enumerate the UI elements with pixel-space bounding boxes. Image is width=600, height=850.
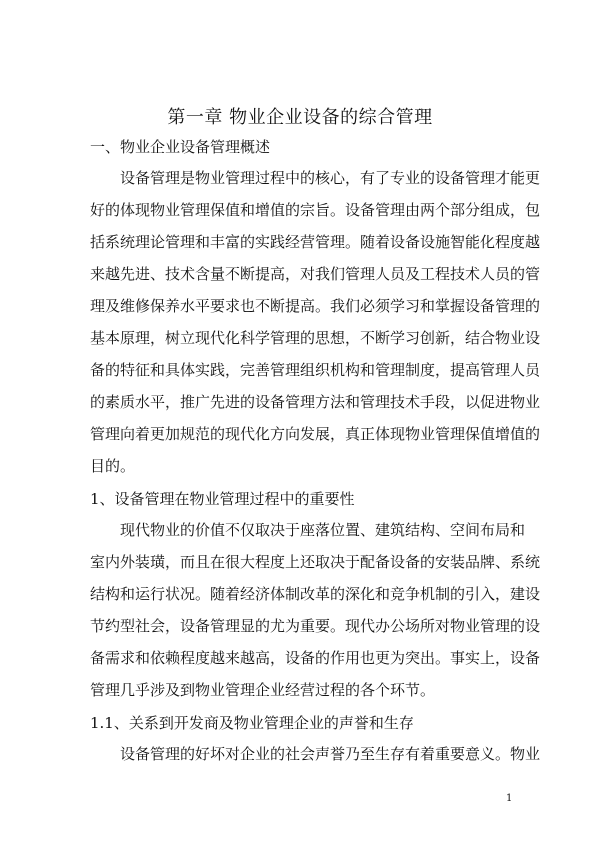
paragraph-line: 结构和运行状况。随着经济体制改革的深化和竞争机制的引入，建设 bbox=[90, 585, 541, 603]
paragraph-line: 目的。 bbox=[90, 457, 136, 475]
paragraph-line: 的素质水平，推广先进的设备管理方法和管理技术手段，以促进物业 bbox=[90, 393, 541, 411]
chapter-title: 第一章 物业企业设备的综合管理 bbox=[167, 107, 433, 128]
paragraph-line: 设备管理是物业管理过程中的核心，有了专业的设备管理才能更 bbox=[120, 169, 541, 187]
paragraph-line: 好的体现物业管理保值和增值的宗旨。设备管理由两个部分组成，包 bbox=[90, 201, 541, 219]
paragraph-line: 基本原理，树立现代化科学管理的思想，不断学习创新，结合物业设 bbox=[90, 329, 541, 347]
section-heading-reputation: 1.1、关系到开发商及物业管理企业的声誉和生存 bbox=[90, 714, 414, 732]
section-heading-importance: 1、设备管理在物业管理过程中的重要性 bbox=[90, 490, 355, 508]
page-number: 1 bbox=[506, 793, 513, 804]
paragraph-line: 备需求和依赖程度越来越高，设备的作用也更为突出。事实上，设备 bbox=[90, 649, 541, 667]
paragraph-line: 管理向着更加规范的现代化方向发展，真正体现物业管理保值增值的 bbox=[90, 425, 541, 443]
paragraph-line: 现代物业的价值不仅取决于座落位置、建筑结构、空间布局和 bbox=[120, 521, 526, 539]
paragraph-line: 室内外装璜，而且在很大程度上还取决于配备设备的安装品牌、系统 bbox=[90, 553, 541, 571]
paragraph-line: 管理几乎涉及到物业管理企业经营过程的各个环节。 bbox=[90, 681, 436, 699]
paragraph-line: 备的特征和具体实践，完善管理组织机构和管理制度，提高管理人员 bbox=[90, 361, 541, 379]
paragraph-line: 括系统理论管理和丰富的实践经营管理。随着设备设施智能化程度越 bbox=[90, 233, 541, 251]
section-heading-overview: 一、物业企业设备管理概述 bbox=[90, 138, 271, 156]
paragraph-line: 理及维修保养水平要求也不断提高。我们必须学习和掌握设备管理的 bbox=[90, 297, 541, 315]
paragraph-line: 设备管理的好坏对企业的社会声誉乃至生存有着重要意义。物业 bbox=[120, 745, 541, 763]
paragraph-line: 节约型社会，设备管理显的尤为重要。现代办公场所对物业管理的设 bbox=[90, 617, 541, 635]
paragraph-line: 来越先进、技术含量不断提高，对我们管理人员及工程技术人员的管 bbox=[90, 265, 541, 283]
